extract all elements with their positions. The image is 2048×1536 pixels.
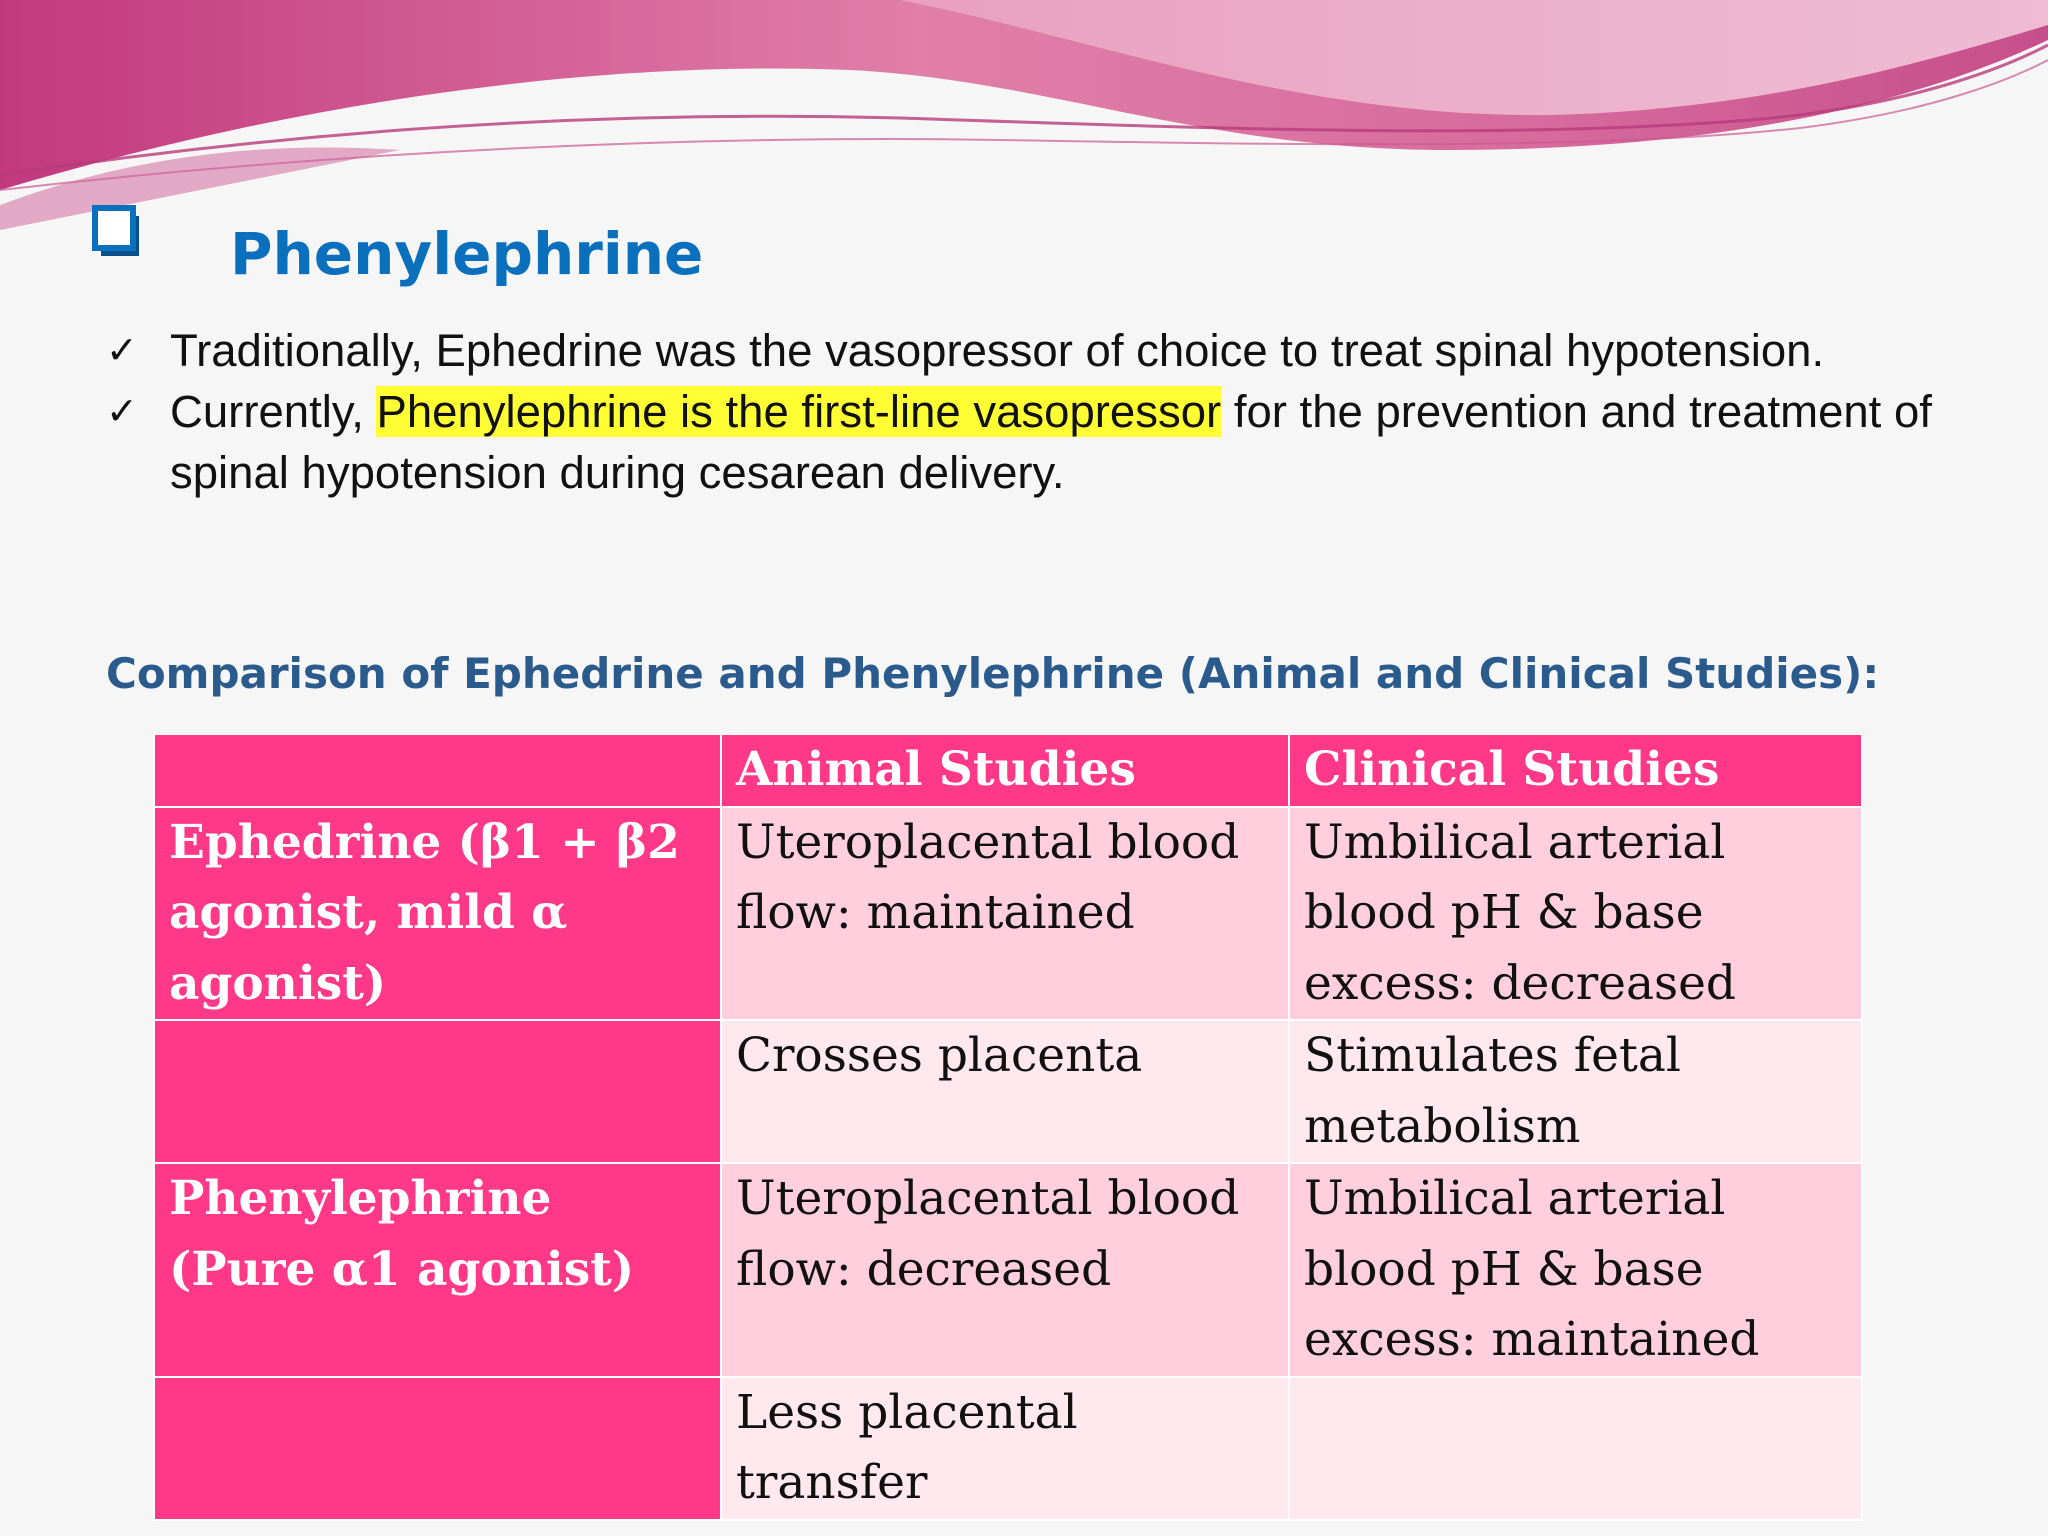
table-header-row [154,734,1862,807]
table-cell: Umbilical arterial blood pH & base excess: decreased [1289,807,1862,1021]
table-cell: Uteroplacental blood flow: maintained [721,807,1289,1021]
table-caption: Comparison of Ephedrine and Phenylephrine (Animal and Clinical Studies): [106,649,1880,698]
comparison-table [153,733,1863,1521]
table-row [154,1163,1862,1377]
header-cell-animal-studies: Animal Studies [721,734,1289,807]
bullet-text: Traditionally, Ephedrine was the vasopressor of choice to treat spinal hypotension. [170,325,1825,376]
table-cell [1289,1377,1862,1520]
row-header-phenylephrine: Phenylephrine (Pure α1 agonist) [154,1163,721,1377]
bullet-text-suffix: for the prevention and treatment of spinal hypotension during cesarean delivery. [170,386,1932,498]
highlighted-text: Phenylephrine is the first-line vasopressor [376,386,1222,437]
table-cell: Less placental transfer [721,1377,1289,1520]
bullet-item [104,320,2004,381]
table-cell: Uteroplacental blood flow: decreased [721,1163,1289,1377]
table-cell: Crosses placenta [721,1020,1289,1163]
table-row [154,1020,1862,1163]
checkmark-icon: ✓ [106,328,138,372]
bullet-text-prefix: Currently, [170,386,377,437]
table-row [154,807,1862,1021]
slide-title: Phenylephrine [230,220,704,288]
checkbox-icon [92,205,142,259]
table-cell: Stimulates fetal metabolism [1289,1020,1862,1163]
bullet-list [104,320,2004,503]
table-row [154,1377,1862,1520]
row-header-empty [154,1020,721,1163]
header-cell-clinical-studies: Clinical Studies [1289,734,1862,807]
table-cell: Umbilical arterial blood pH & base excess: maintained [1289,1163,1862,1377]
row-header-ephedrine: Ephedrine (β1 + β2 agonist, mild α agonist) [154,807,721,1021]
header-cell-empty [154,734,721,807]
checkmark-icon: ✓ [106,389,138,433]
row-header-empty [154,1377,721,1520]
bullet-item [104,381,2004,503]
